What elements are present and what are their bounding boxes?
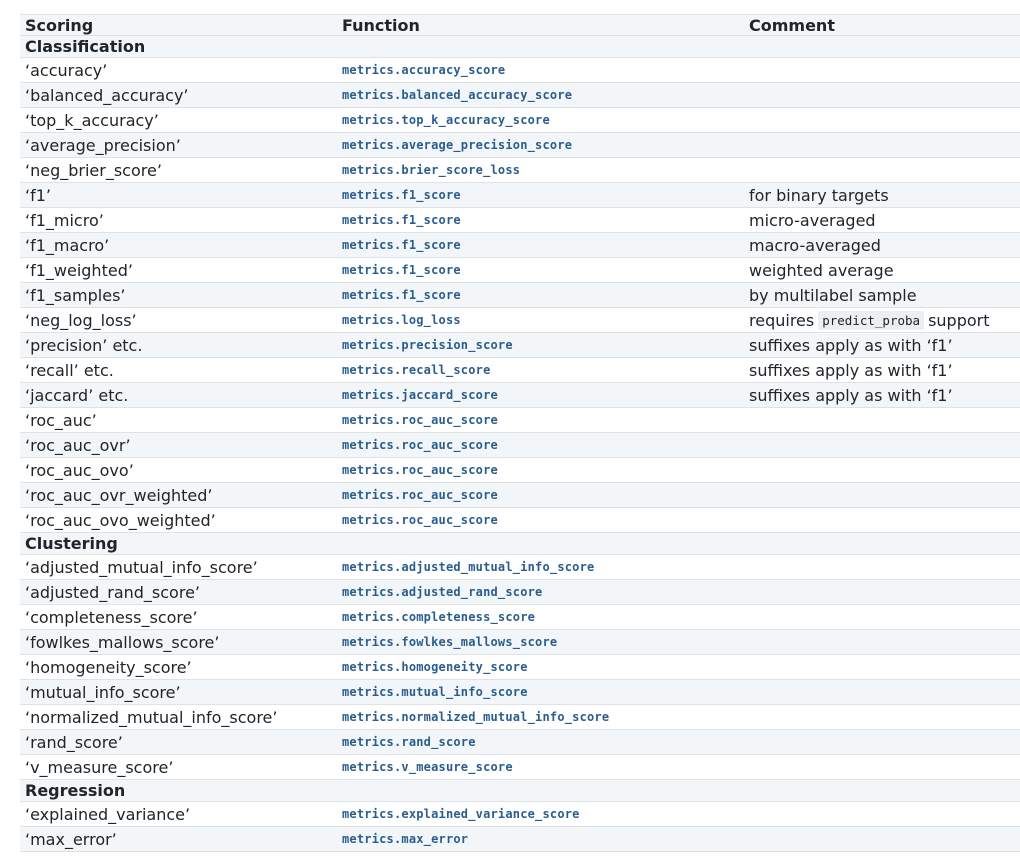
table-row <box>20 802 1020 827</box>
function-link[interactable]: metrics.f1_score <box>342 238 461 252</box>
scoring-name: ‘f1_weighted’ <box>25 260 133 280</box>
comment-text-after: support <box>928 310 990 330</box>
function-link[interactable]: metrics.jaccard_score <box>342 388 498 402</box>
function-link[interactable]: metrics.average_precision_score <box>342 138 573 152</box>
comment-cell: suffixes apply as with ‘f1’ <box>749 385 953 405</box>
scoring-name: ‘jaccard’ etc. <box>25 385 129 405</box>
function-link[interactable]: metrics.roc_auc_score <box>342 438 498 452</box>
table-row <box>20 308 1020 333</box>
function-link[interactable]: metrics.balanced_accuracy_score <box>342 88 573 102</box>
section-title: Clustering <box>25 534 118 553</box>
table-row <box>20 233 1020 258</box>
scoring-name: ‘roc_auc_ovr’ <box>25 435 131 455</box>
scoring-name: ‘mutual_info_score’ <box>25 682 181 702</box>
function-link[interactable]: metrics.adjusted_rand_score <box>342 585 543 599</box>
comment-cell: for binary targets <box>749 185 889 205</box>
function-link[interactable]: metrics.completeness_score <box>342 610 536 624</box>
scoring-name: ‘fowlkes_mallows_score’ <box>25 632 220 652</box>
scoring-name: ‘recall’ etc. <box>25 360 114 380</box>
table-row <box>20 680 1020 705</box>
table-row <box>20 283 1020 308</box>
table-row <box>20 108 1020 133</box>
scoring-name: ‘adjusted_mutual_info_score’ <box>25 557 258 577</box>
table-row <box>20 555 1020 580</box>
inline-code: predict_proba <box>818 311 924 330</box>
table-row <box>20 58 1020 83</box>
function-link[interactable]: metrics.explained_variance_score <box>342 807 580 821</box>
table-row <box>20 630 1020 655</box>
scoring-name: ‘roc_auc_ovo’ <box>25 460 134 480</box>
scoring-name: ‘average_precision’ <box>25 135 181 155</box>
section-title: Regression <box>25 781 126 800</box>
table-row <box>20 258 1020 283</box>
function-link[interactable]: metrics.f1_score <box>342 188 461 202</box>
table-row <box>20 655 1020 680</box>
table-row <box>20 383 1020 408</box>
table-row <box>20 358 1020 383</box>
table-row <box>20 580 1020 605</box>
scoring-name: ‘f1_samples’ <box>25 285 126 305</box>
table-row <box>20 705 1020 730</box>
scoring-name: ‘v_measure_score’ <box>25 757 174 777</box>
table-row <box>20 208 1020 233</box>
table-row <box>20 433 1020 458</box>
comment-cell: suffixes apply as with ‘f1’ <box>749 360 953 380</box>
function-link[interactable]: metrics.recall_score <box>342 363 491 377</box>
comment-cell: macro-averaged <box>749 235 881 255</box>
function-link[interactable]: metrics.roc_auc_score <box>342 513 498 527</box>
section-row-regression <box>20 780 1020 802</box>
table-row <box>20 730 1020 755</box>
scoring-name: ‘f1’ <box>25 185 51 205</box>
comment-cell: by multilabel sample <box>749 285 917 305</box>
table-row <box>20 755 1020 780</box>
function-link[interactable]: metrics.v_measure_score <box>342 760 513 774</box>
function-link[interactable]: metrics.top_k_accuracy_score <box>342 113 550 127</box>
function-link[interactable]: metrics.f1_score <box>342 288 461 302</box>
comment-cell: weighted average <box>749 260 894 280</box>
scoring-name: ‘rand_score’ <box>25 732 123 752</box>
scoring-name: ‘neg_brier_score’ <box>25 160 162 180</box>
function-link[interactable]: metrics.roc_auc_score <box>342 413 498 427</box>
scoring-name: ‘explained_variance’ <box>25 804 191 824</box>
function-link[interactable]: metrics.precision_score <box>342 338 513 352</box>
function-link[interactable]: metrics.brier_score_loss <box>342 163 521 177</box>
scoring-name: ‘balanced_accuracy’ <box>25 85 189 105</box>
function-link[interactable]: metrics.roc_auc_score <box>342 488 498 502</box>
scoring-name: ‘completeness_score’ <box>25 607 198 627</box>
table-row <box>20 827 1020 852</box>
section-row-classification <box>20 36 1020 58</box>
comment-text: requires <box>749 310 815 330</box>
scoring-name: ‘f1_micro’ <box>25 210 104 230</box>
table-row <box>20 333 1020 358</box>
comment-cell: micro-averaged <box>749 210 876 230</box>
scoring-name: ‘max_error’ <box>25 829 117 849</box>
table-row <box>20 605 1020 630</box>
table-row <box>20 408 1020 433</box>
function-link[interactable]: metrics.accuracy_score <box>342 63 506 77</box>
function-link[interactable]: metrics.log_loss <box>342 313 461 327</box>
scoring-name: ‘roc_auc’ <box>25 410 97 430</box>
section-row-clustering <box>20 533 1020 555</box>
function-link[interactable]: metrics.normalized_mutual_info_score <box>342 710 610 724</box>
table-row <box>20 458 1020 483</box>
table-row <box>20 508 1020 533</box>
scoring-name: ‘top_k_accuracy’ <box>25 110 159 130</box>
table-row <box>20 183 1020 208</box>
scoring-name: ‘neg_log_loss’ <box>25 310 137 330</box>
header-scoring: Scoring <box>25 15 94 35</box>
comment-cell <box>749 308 990 332</box>
function-link[interactable]: metrics.max_error <box>342 832 469 846</box>
section-title: Classification <box>25 37 146 56</box>
function-link[interactable]: metrics.mutual_info_score <box>342 685 528 699</box>
function-link[interactable]: metrics.roc_auc_score <box>342 463 498 477</box>
function-link[interactable]: metrics.f1_score <box>342 213 461 227</box>
scoring-name: ‘adjusted_rand_score’ <box>25 582 200 602</box>
scoring-name: ‘precision’ etc. <box>25 335 143 355</box>
table-header-row <box>20 14 1020 36</box>
function-link[interactable]: metrics.adjusted_mutual_info_score <box>342 560 595 574</box>
function-link[interactable]: metrics.f1_score <box>342 263 461 277</box>
scoring-name: ‘roc_auc_ovo_weighted’ <box>25 510 216 530</box>
scoring-name: ‘roc_auc_ovr_weighted’ <box>25 485 213 505</box>
function-link[interactable]: metrics.fowlkes_mallows_score <box>342 635 558 649</box>
function-link[interactable]: metrics.homogeneity_score <box>342 660 528 674</box>
function-link[interactable]: metrics.rand_score <box>342 735 476 749</box>
header-function: Function <box>342 15 420 35</box>
scoring-name: ‘normalized_mutual_info_score’ <box>25 707 278 727</box>
scoring-name: ‘f1_macro’ <box>25 235 110 255</box>
table-row <box>20 83 1020 108</box>
table-row <box>20 158 1020 183</box>
header-comment: Comment <box>749 15 835 35</box>
comment-cell: suffixes apply as with ‘f1’ <box>749 335 953 355</box>
table-row <box>20 133 1020 158</box>
table-row <box>20 483 1020 508</box>
scoring-name: ‘homogeneity_score’ <box>25 657 192 677</box>
scoring-name: ‘accuracy’ <box>25 60 108 80</box>
